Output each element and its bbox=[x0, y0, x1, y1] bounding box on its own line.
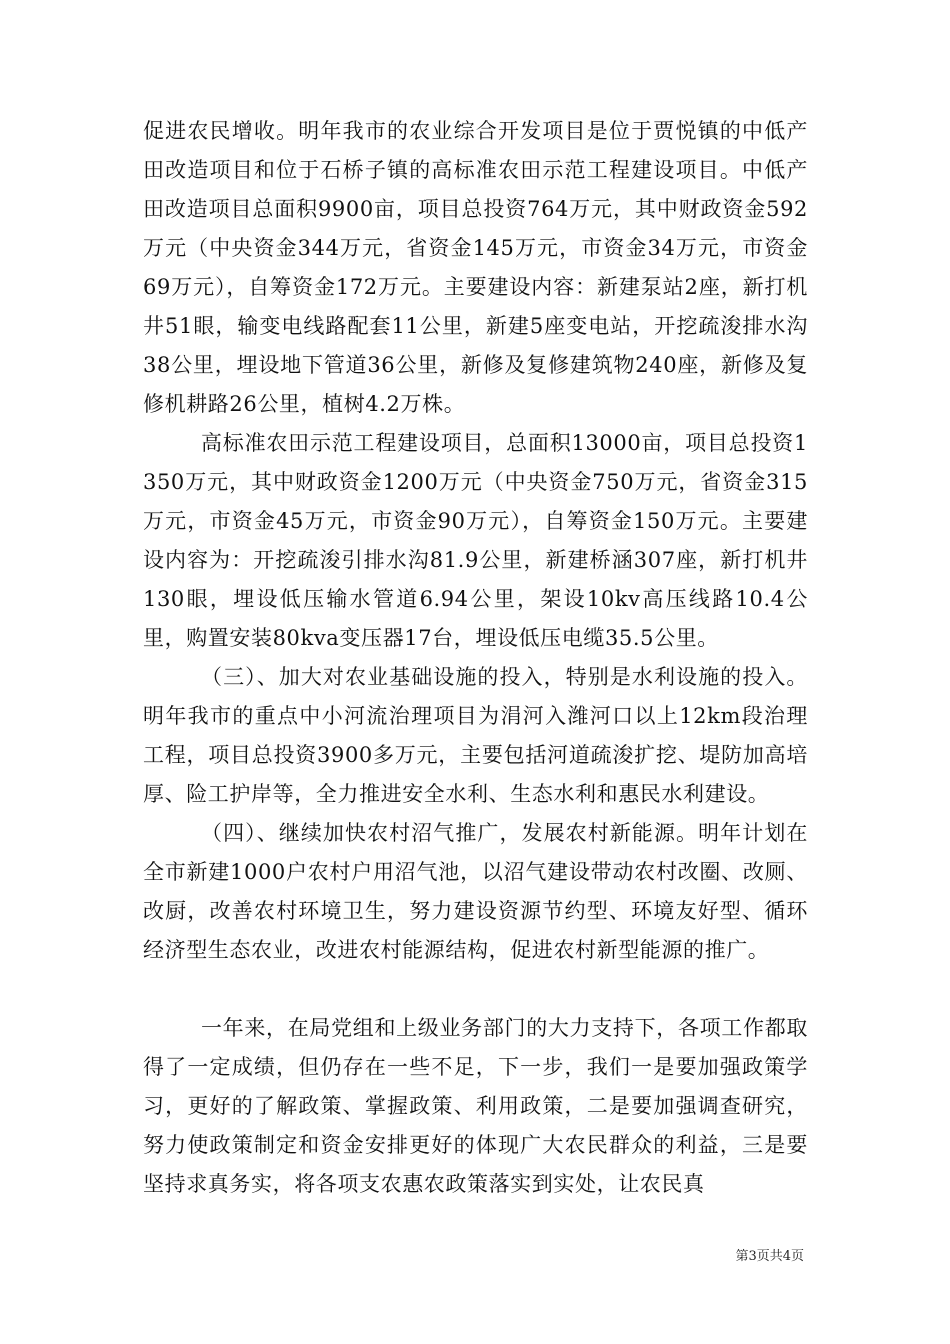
page-number-footer: 第3页共4页 bbox=[735, 1249, 804, 1264]
paragraph-agri-development-low-yield: 促进农民增收。明年我市的农业综合开发项目是位于贾悦镇的中低产田改造项目和位于石桥子镇的高标准农田示范工程建设项目。中低产田改造项目总面积9900亩，项目总投资764万元，其中财政资金592万元（中央资金344万元，省资金145万元，市资金34万元，市资金69万元），自筹资金172万元。主要建设内容：新建泵站2座，新打机井51眼，输变电线路配套11公里，新建5座变电站，开挖疏浚排水沟38公里，埋设地下管道36公里，新修及复修建筑物240座，新修及复修机耕路26公里，植树4.2万株。 bbox=[143, 119, 808, 416]
paragraph-summary-next-steps: 一年来，在局党组和上级业务部门的大力支持下，各项工作都取得了一定成绩，但仍存在一些不足，下一步，我们一是要加强政策学习，更好的了解政策、掌握政策、利用政策，二是要加强调查研究，努力使政策制定和资金安排更好的体现广大农民群众的利益，三是要坚持求真务实，将各项支农惠农政策落实到实处，让农民真 bbox=[143, 1016, 808, 1196]
paragraph-water-infrastructure: （三）、加大对农业基础设施的投入，特别是水利设施的投入。明年我市的重点中小河流治理项目为涓河入潍河口以上12km段治理工程，项目总投资3900多万元，主要包括河道疏浚扩挖、堤防加高培厚、险工护岸等，全力推进安全水利、生态水利和惠民水利建设。 bbox=[143, 665, 808, 806]
paragraph-biogas-energy: （四）、继续加快农村沼气推广，发展农村新能源。明年计划在全市新建1000户农村户用沼气池，以沼气建设带动农村改圈、改厕、改厨，改善农村环境卫生，努力建设资源节约型、环境友好型、循环经济型生态农业，改进农村能源结构，促进农村新型能源的推广。 bbox=[143, 821, 808, 962]
paragraph-high-standard-farmland: 高标准农田示范工程建设项目，总面积13000亩，项目总投资1350万元，其中财政资金1200万元（中央资金750万元，省资金315万元，市资金45万元，市资金90万元），自筹资金150万元。主要建设内容为：开挖疏浚引排水沟81.9公里，新建桥涵307座，新打机井130眼，埋设低压输水管道6.94公里，架设10kv高压线路10.4公里，购置安装80kva变压器17台，埋设低压电缆35.5公里。 bbox=[143, 431, 808, 650]
document-body bbox=[143, 112, 808, 1321]
